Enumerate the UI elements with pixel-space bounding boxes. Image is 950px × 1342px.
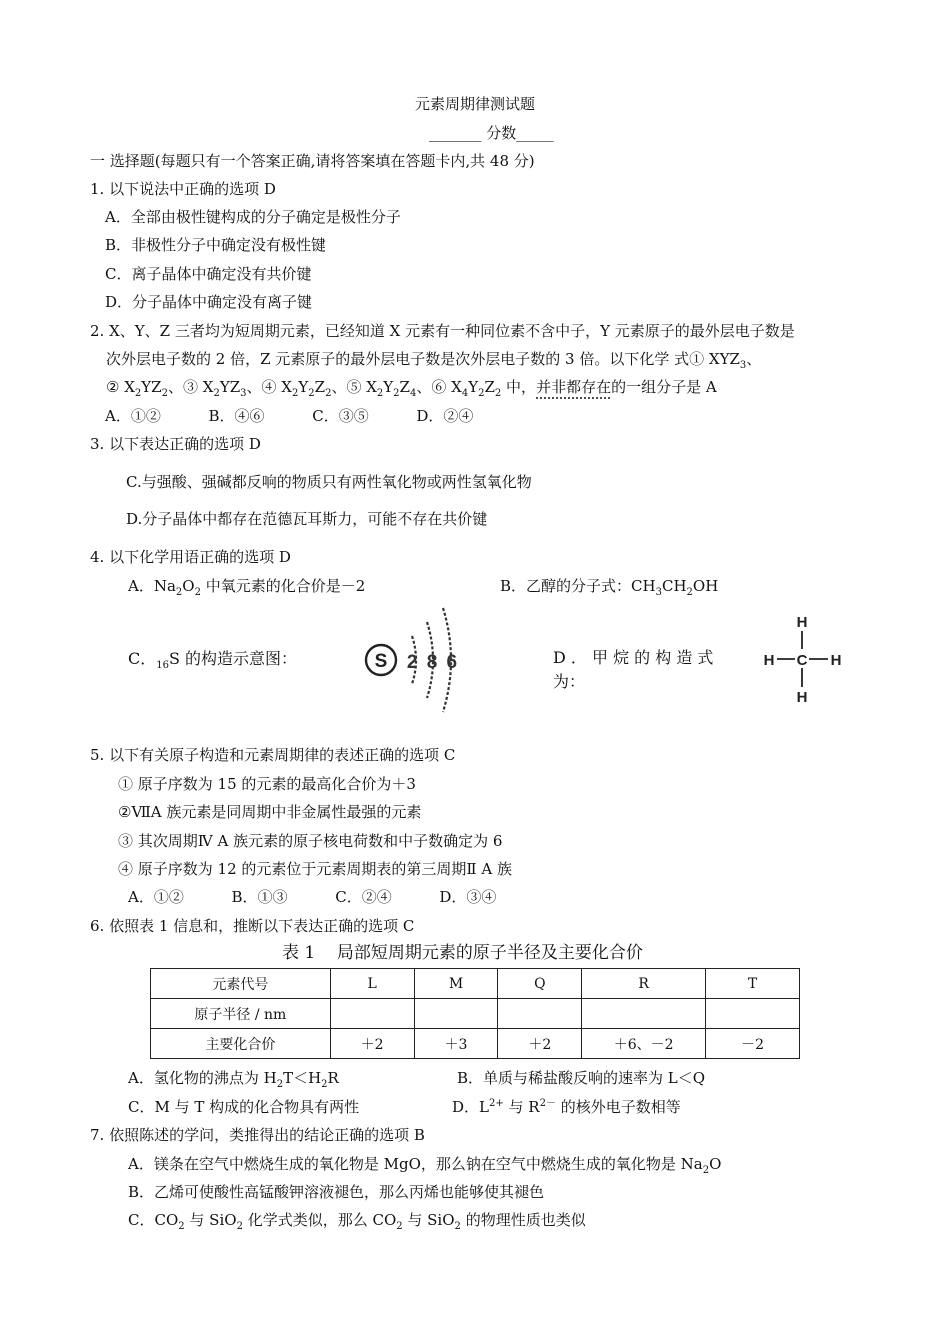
q4-b-text: B．乙醇的分子式：CH [500, 577, 656, 595]
hydrogen-top: H [796, 614, 808, 631]
q3-option-c: C.与强酸、强碱都反响的物质只有两性氧化物或两性氢氧化物 [126, 473, 532, 491]
q7-c-sub: 2 [178, 1221, 185, 1232]
q2-formula-text: YZ [141, 378, 162, 396]
table-cell [330, 999, 414, 1029]
q4-option-d-line1: D ． 甲 烷 的 构 造 式 [553, 648, 714, 667]
table-caption: 表 1 局部短周期元素的原子半径及主要化合价 [282, 943, 643, 963]
q2-formula-text: 、⑥ X [416, 378, 462, 396]
q7-c-text: C．CO [128, 1211, 179, 1229]
table-cell: Q [498, 969, 582, 999]
score-label: 分数 [486, 124, 517, 142]
table-cell: T [706, 969, 800, 999]
q7-option-a [128, 1154, 721, 1174]
q2-sub: 3 [240, 388, 247, 399]
table-cell: M [414, 969, 498, 999]
q7-stem: 7. 依照陈述的学问，类推得出的结论正确的选项 B [90, 1126, 425, 1144]
carbon-center: C [796, 652, 808, 669]
q2-sub: 2 [325, 388, 332, 399]
q5-options: A．①② B．①③ C．②④ D．③④ [128, 888, 497, 906]
q2-sub: 2 [161, 388, 168, 399]
q2-sub: 2 [393, 388, 400, 399]
table-cell: ＋2 [498, 1029, 582, 1059]
q2-sub: 2 [478, 388, 485, 399]
q6-a-sub: 2 [321, 1079, 328, 1090]
q4-stem: 4. 以下化学用语正确的选项 D [90, 548, 291, 566]
q7-c-sub: 2 [236, 1221, 243, 1232]
table-cell: －2 [706, 1029, 800, 1059]
q2-line2-text: 次外层电子数的 2 倍，Z 元素原子的最外层电子数是次外层电子数的 3 倍。以下化学 式① XYZ [106, 350, 740, 368]
q2-formula-text: Z [399, 378, 410, 396]
q1-option-d: D．分子晶体中确定没有离子键 [105, 293, 313, 311]
q2-formula-text: 中， [501, 378, 537, 396]
q6-a-text: R [327, 1069, 339, 1087]
q4-option-d-line2: 为： [553, 672, 586, 691]
q2-sub: 2 [291, 388, 299, 399]
table-cell: R [582, 969, 706, 999]
q3-stem: 3. 以下表达正确的选项 D [90, 435, 261, 453]
q5-statement-4: ④ 原子序数为 12 的元素位于元素周期表的第三周期Ⅱ A 族 [118, 860, 512, 878]
q2-formula-text: Z [484, 378, 495, 396]
q7-a-text: O [709, 1155, 722, 1173]
q2-formula-text: 、③ X [167, 378, 214, 396]
table-cell [582, 999, 706, 1029]
table-row-valence [151, 1029, 800, 1059]
q4-c-text: C． [128, 649, 157, 668]
table-cell [706, 999, 800, 1029]
q4-b-text: CH [661, 577, 687, 595]
q4-c-sub: 16 [156, 660, 169, 672]
q6-option-c: C．M 与 T 构成的化合物具有两性 [128, 1098, 360, 1116]
q2-formula-text: 、⑤ X [331, 378, 377, 396]
q6-d-sup: 2－ [539, 1098, 556, 1109]
q2-sub: 2 [213, 388, 220, 399]
table-cell [498, 999, 582, 1029]
hydrogen-right: H [830, 652, 842, 669]
q4-a-sub: 2 [194, 587, 201, 598]
document-title: 元素周期律测试题 [414, 95, 535, 113]
methane-structural-formula [760, 612, 846, 706]
q2-formula-text: Y [298, 378, 309, 396]
table-cell: L [330, 969, 414, 999]
q2-formula-text: YZ [219, 378, 241, 396]
q2-line2-end: 、 [746, 350, 762, 368]
q1-option-b: B．非极性分子中确定没有极性键 [105, 236, 327, 254]
q6-option-a [128, 1068, 339, 1088]
q4-b-sub: 2 [686, 587, 693, 598]
q2-formula-end: 的一组分子是 A [611, 378, 717, 396]
q7-c-text: 化学式类似，那么 CO [242, 1211, 397, 1229]
q5-stem: 5. 以下有关原子构造和元素周期律的表述正确的选项 C [90, 746, 456, 764]
q5-statement-1: ① 原子序数为 15 的元素的最高化合价为＋3 [118, 775, 416, 793]
q3-option-d: D.分子晶体中都存在范德瓦耳斯力，可能不存在共价键 [126, 510, 488, 528]
q2-formula-text: Y [383, 378, 394, 396]
q4-b-sub: 3 [655, 587, 662, 598]
table-cell: 主要化合价 [151, 1029, 331, 1059]
q4-a-text: O [182, 577, 195, 595]
table-cell: 原子半径 / nm [151, 999, 331, 1029]
q4-a-sub: 2 [175, 587, 183, 598]
q6-a-text: T＜H [283, 1069, 322, 1087]
q6-d-sup: 2+ [489, 1098, 504, 1109]
table-cell [414, 999, 498, 1029]
q5-statement-3: ③ 其次周期Ⅳ A 族元素的原子核电荷数和中子数确定为 6 [118, 832, 503, 850]
q2-formula-text: ② X [106, 378, 135, 396]
q2-sub: 2 [494, 388, 502, 399]
q2-sub: 2 [308, 388, 315, 399]
table-cell: 元素代号 [151, 969, 331, 999]
q6-option-b: B．单质与稀盐酸反响的速率为 L＜Q [457, 1069, 706, 1087]
nucleus-symbol: S [374, 651, 388, 672]
q2-line2 [106, 349, 761, 369]
hydrogen-bottom: H [796, 689, 808, 706]
q4-option-b [500, 576, 718, 596]
q6-d-text: D．L [452, 1098, 489, 1116]
q4-c-text: S 的构造示意图： [168, 649, 298, 668]
q7-c-text: 的物理性质也类似 [460, 1211, 586, 1229]
hydrogen-left: H [763, 652, 775, 669]
q2-formula-text: 、④ X [246, 378, 292, 396]
q2-line1: 2. X、Y、Z 三者均为短周期元素，已经知道 X 元素有一种同位素不含中子，Y 元素原子的最外层电子数是 [90, 322, 795, 340]
q1-stem: 1. 以下说法中正确的选项 D [90, 180, 276, 198]
q7-c-text: 与 SiO [402, 1211, 455, 1229]
q2-sub: 3 [739, 360, 747, 371]
q6-a-text: A．氢化物的沸点为 H [128, 1069, 277, 1087]
q4-option-c [128, 649, 298, 672]
q2-sub: 2 [134, 388, 142, 399]
table-header-row [151, 969, 800, 999]
section-heading: 一 选择题(每题只有一个答案正确,请将答案填在答题卡内,共 48 分) [90, 152, 535, 170]
q2-sub: 4 [409, 388, 417, 399]
table-cell: ＋6、－2 [582, 1029, 706, 1059]
q7-a-text: A．镁条在空气中燃烧生成的氧化物是 MgO，那么钠在空气中燃烧生成的氧化物是 Na [128, 1155, 703, 1173]
q2-emphasis: 并非都存在 [536, 378, 612, 396]
q7-option-b: B．乙烯可使酸性高锰酸钾溶液褪色，那么丙烯也能够使其褪色 [128, 1183, 545, 1201]
table-cell: ＋2 [330, 1029, 414, 1059]
q2-sub: 2 [376, 388, 384, 399]
q7-option-c [128, 1210, 586, 1230]
q6-stem: 6. 依照表 1 信息和，推断以下表达正确的选项 C [90, 917, 415, 935]
q2-options: A．①② B．④⑥ C．③⑤ D．②④ [105, 407, 474, 425]
q2-formulas [106, 377, 717, 397]
table-row-radius [151, 999, 800, 1029]
q4-a-text: A．Na [128, 577, 176, 595]
q6-d-text: 与 R [503, 1098, 540, 1116]
q7-a-sub: 2 [702, 1165, 710, 1176]
q4-b-text: OH [692, 577, 719, 595]
element-data-table [150, 968, 800, 1059]
q2-sub: 4 [461, 388, 469, 399]
score-blank: _____ [516, 124, 554, 142]
score-line [429, 123, 554, 143]
q6-option-d [452, 1097, 681, 1117]
q7-c-text: 与 SiO [184, 1211, 237, 1229]
q1-option-a: A．全部由极性键构成的分子确定是极性分子 [105, 208, 401, 226]
q7-c-sub: 2 [396, 1221, 403, 1232]
shell-electron-counts: 2 8 6 [406, 652, 460, 673]
q6-a-sub: 2 [276, 1079, 284, 1090]
q5-statement-2: ②ⅦA 族元素是同周期中非金属性最强的元素 [118, 803, 422, 821]
name-blank: _______ [429, 124, 482, 142]
q2-formula-text: Z [314, 378, 326, 396]
sulfur-structure-diagram [360, 596, 480, 718]
q1-option-c: C．离子晶体中确定没有共价键 [105, 265, 312, 283]
q4-option-a [128, 576, 365, 596]
q2-formula-text: Y [468, 378, 479, 396]
q4-a-text: 中氧元素的化合价是－2 [200, 577, 366, 595]
q6-d-text: 的核外电子数相等 [555, 1098, 681, 1116]
table-cell: ＋3 [414, 1029, 498, 1059]
q7-c-sub: 2 [454, 1221, 461, 1232]
